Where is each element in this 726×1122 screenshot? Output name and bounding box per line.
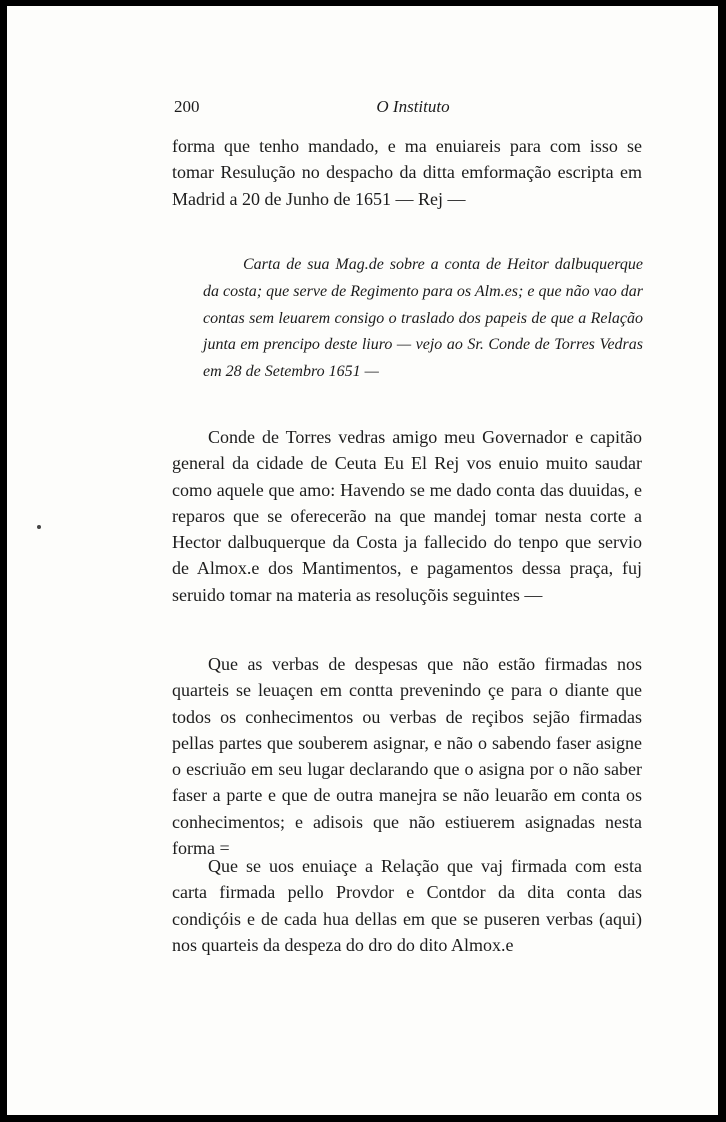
running-title: O Instituto [376,97,450,116]
margin-mark [37,525,41,529]
page-header [174,97,652,121]
paragraph-relacao: Que se uos enuiaçe a Relação que vaj firmada com esta carta firmada pello Provdor e Contdor da dita conta das condiçóis e de cada hua dellas em que se puseren verbas (aqui) nos quarteis da despeza do dro do dito Almox.e [172,856,642,955]
paragraph-letter: Conde de Torres vedras amigo meu Governador e capitão general da cidade de Ceuta Eu El Rej vos enuio muito saudar como aquele que amo: Havendo se me dado conta das duuidas, e reparos que se oferecerão na que mandej tomar nesta corte a Hector dalbuquerque da Costa ja fallecido do tenpo que servio de Almox.e dos Mantimentos, e pagamentos dessa praça, fuj seruido tomar na materia as resoluçõis seguintes — [172,427,642,605]
letter-heading: Carta de sua Mag.de sobre a conta de Heitor dalbuquerque da costa; que serve de Regimento para os Alm.es; e que não vao dar contas sem leuarem consigo o traslado dos papeis de que a Relação junta em prencipo deste liuro — vejo ao Sr. Conde de Torres Vedras em 28 de Setembro 1651 — [203,256,643,381]
paragraph-verbas: Que as verbas de despesas que não estão firmadas nos quarteis se leuaçen em contta prevenindo çe para o diante que todos os conhecimentos ou verbas de reçibos sejão firmadas pellas partes que souberem asignar, e não o sabendo faser asigne o escriuão em seu lugar declarando que o asigna por o não saber faser a parte e que de outra manejra se não leuarão em conta os conhecimentos; e adisois que não estiuerem asignadas nesta forma = [172,654,642,859]
paragraph-opening: forma que tenho mandado, e ma enuiareis para com isso se tomar Resulução no despacho da ditta emformação escripta em Madrid a 20 de Junho de 1651 — Rej — [172,136,642,209]
page-number: 200 [174,97,200,116]
